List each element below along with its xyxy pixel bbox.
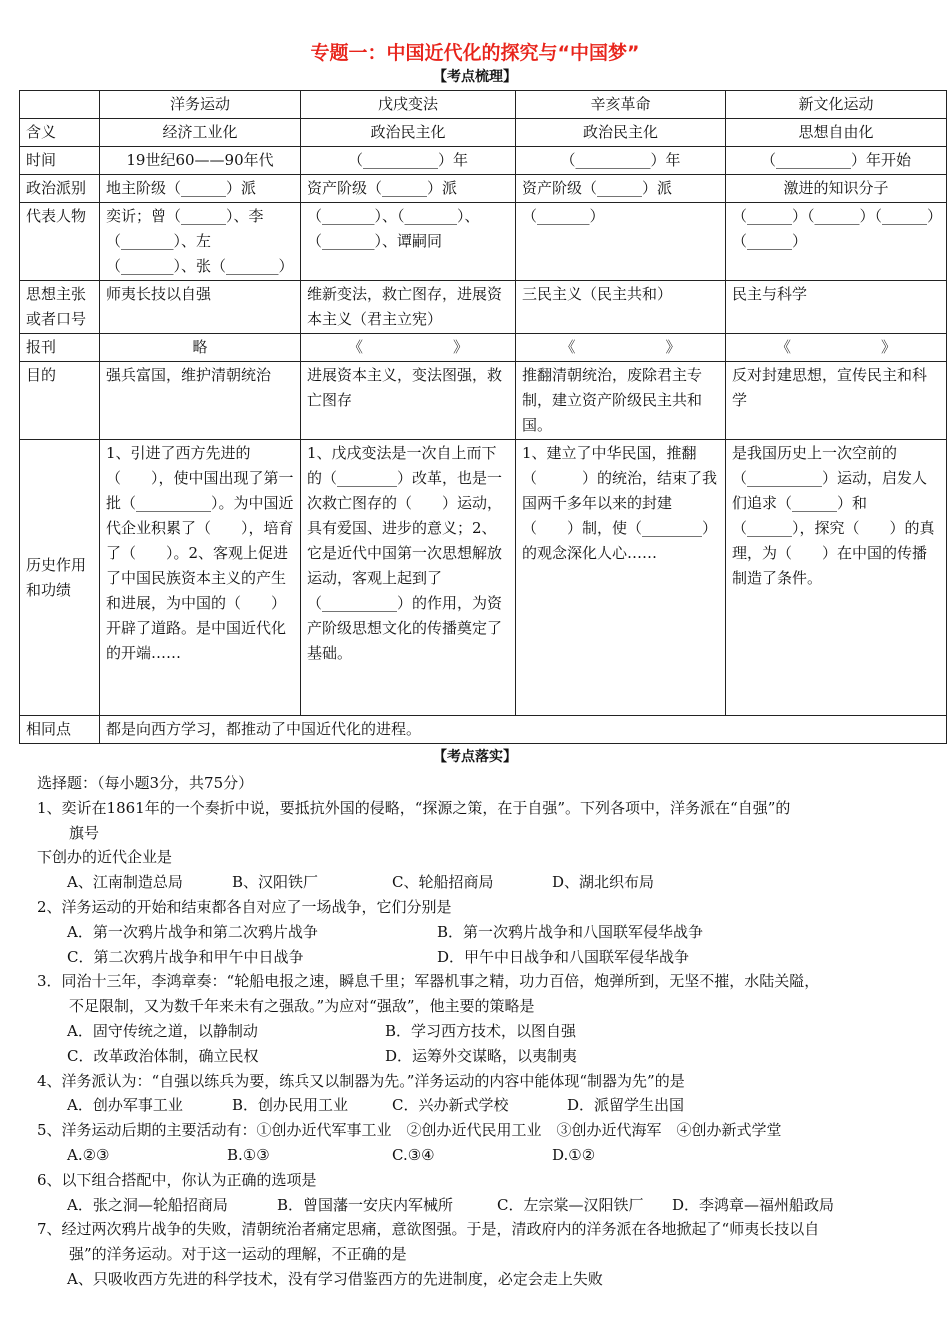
table-cell: 1、戊戌变法是一次自上而下的（________）改革，也是一次救亡图存的（ ）运动，具有爱国、进步的意义；2、它是近代中国第一次思想解放运动，客观上起到了（__________）的作用，为资产阶级思想文化的传播奠定了基础。 [301, 440, 516, 716]
header-xinwenhua: 新文化运动 [726, 91, 947, 119]
table-cell: （__________）年 [516, 147, 726, 175]
table-cell: 资产阶级（______）派 [516, 175, 726, 203]
table-cell: （_______）、（_______）、（_______）、谭嗣同 [301, 203, 516, 281]
option-row [37, 1044, 937, 1069]
row-label: 思想主张或者口号 [20, 281, 100, 334]
row-label: 时间 [20, 147, 100, 175]
option-a[interactable]: A．固守传统之道，以静制动 [67, 1021, 258, 1040]
table-cell: 1、引进了西方先进的（ ），使中国出现了第一批（__________）。为中国近代企业积累了（ ），培育了（ ）。2、客观上促进了中国民族资本主义的产生和进展，为中国的（ ）开辟了道路。是中国近代化的开端…… [100, 440, 301, 716]
table-cell: 是我国历史上一次空前的（__________）运动，启发人们追求（______）和（______），探究（ ）的真理，为（ ）在中国的传播制造了条件。 [726, 440, 947, 716]
table-cell: 政治民主化 [516, 119, 726, 147]
table-cell: 略 [100, 334, 301, 362]
option-row [37, 1143, 937, 1168]
row-label: 历史作用和功绩 [20, 440, 100, 716]
question-stem: 5、洋务运动后期的主要活动有：①创办近代军事工业 ②创办近代民用工业 ③创办近代海军 ④创办新式学堂 [37, 1121, 782, 1140]
table-cell: 政治民主化 [301, 119, 516, 147]
option-a[interactable]: A．张之洞—轮船招商局 [67, 1195, 228, 1214]
table-cell: 《 》 [301, 334, 516, 362]
table-cell: 都是向西方学习，都推动了中国近代化的进程。 [100, 716, 947, 744]
option-c[interactable]: C．第二次鸦片战争和甲午中日战争 [67, 947, 304, 966]
option-a[interactable]: A、江南制造总局 [67, 873, 183, 892]
question-stem: 1、奕䜣在1861年的一个奏折中说，要抵抗外国的侵略，“探源之策，在于自强”。下列各项中，洋务派在“自强”的 [37, 798, 791, 817]
table-cell: （__________）年开始 [726, 147, 947, 175]
option-d[interactable]: D、湖北织布局 [552, 873, 655, 892]
option-c[interactable]: C．左宗棠—汉阳铁厂 [497, 1195, 644, 1214]
table-cell: 经济工业化 [100, 119, 301, 147]
option-c[interactable]: C．改革政治体制，确立民权 [67, 1046, 259, 1065]
question-stem: 3．同治十三年，李鸿章奏：“轮船电报之速，瞬息千里；军器机事之精，功力百倍，炮弹所到，无坚不摧，水陆关隘， [37, 972, 820, 991]
table-cell: 《 》 [516, 334, 726, 362]
table-cell: （_______） [516, 203, 726, 281]
table-cell: 反对封建思想，宣传民主和科学 [726, 362, 947, 440]
header-wuxu: 戊戌变法 [301, 91, 516, 119]
option-d[interactable]: D．李鸿章—福州船政局 [672, 1195, 835, 1214]
header-yangwu: 洋务运动 [100, 91, 301, 119]
header-empty [20, 91, 100, 119]
row-label: 相同点 [20, 716, 100, 744]
option-b[interactable]: B．第一次鸦片战争和八国联军侵华战争 [437, 922, 704, 941]
table-cell: 《 》 [726, 334, 947, 362]
table-cell: 资产阶级（______）派 [301, 175, 516, 203]
page-title: 专题一：中国近代化的探究与“中国梦” [310, 42, 640, 64]
section-heading-review: 【考点梳理】 [433, 69, 517, 85]
table-cell: 三民主义（民主共和） [516, 281, 726, 334]
option-d[interactable]: D．派留学生出国 [567, 1096, 685, 1115]
row-label: 含义 [20, 119, 100, 147]
option-b[interactable]: B．创办民用工业 [232, 1096, 349, 1115]
table-cell: 强兵富国，维护清朝统治 [100, 362, 301, 440]
row-label: 目的 [20, 362, 100, 440]
question-stem: 旗号 [69, 823, 100, 842]
table-cell: 进展资本主义，变法图强，救亡图存 [301, 362, 516, 440]
table-cell: 维新变法，救亡图存，进展资本主义（君主立宪） [301, 281, 516, 334]
table-cell: 1、建立了中华民国，推翻（ ）的统治，结束了我国两千多年以来的封建（ ）制，使（________）的观念深化人心…… [516, 440, 726, 716]
option-c[interactable]: C.③④ [392, 1145, 435, 1164]
header-xinhai: 辛亥革命 [516, 91, 726, 119]
option-a[interactable]: A．创办军事工业 [67, 1096, 183, 1115]
question-list [37, 771, 937, 1292]
table-cell: 推翻清朝统治，废除君主专制，建立资产阶级民主共和国。 [516, 362, 726, 440]
instructions: 选择题：（每小题3分，共75分） [37, 774, 254, 792]
option-d[interactable]: D．甲午中日战争和八国联军侵华战争 [437, 947, 690, 966]
row-label: 报刊 [20, 334, 100, 362]
question-stem: 4、洋务派认为：“自强以练兵为要，练兵又以制器为先。”洋务运动的内容中能体现“制器为先”的是 [37, 1071, 685, 1090]
table-cell: 地主阶级（______）派 [100, 175, 301, 203]
row-label: 政治派别 [20, 175, 100, 203]
summary-table [19, 90, 947, 744]
option-a[interactable]: A、只吸收西方先进的科学技术，没有学习借鉴西方的先进制度，必定会走上失败 [67, 1269, 603, 1288]
option-row [37, 1019, 937, 1044]
option-b[interactable]: B.①③ [227, 1145, 270, 1164]
question-stem: 不足限制，又为数千年来未有之强敌。”为应对“强敌”，他主要的策略是 [69, 997, 535, 1016]
option-d[interactable]: D．运筹外交谋略，以夷制夷 [385, 1046, 578, 1065]
option-row [37, 870, 937, 895]
table-cell: （______）（______）（______）（______） [726, 203, 947, 281]
option-b[interactable]: B．学习西方技术，以图自强 [385, 1021, 577, 1040]
row-label: 代表人物 [20, 203, 100, 281]
option-b[interactable]: B．曾国藩一安庆内军械所 [277, 1195, 454, 1214]
option-row [37, 1093, 937, 1118]
option-c[interactable]: C．兴办新式学校 [392, 1096, 509, 1115]
table-cell: 思想自由化 [726, 119, 947, 147]
table-cell: （__________）年 [301, 147, 516, 175]
question-stem: 7、经过两次鸦片战争的失败，清朝统治者痛定思痛，意欲图强。于是，清政府内的洋务派在各地掀起了“师夷长技以自 [37, 1220, 820, 1239]
option-row [37, 1267, 937, 1292]
question-stem: 强”的洋务运动。对于这一运动的理解，不正确的是 [69, 1245, 407, 1264]
table-cell: 民主与科学 [726, 281, 947, 334]
option-row [37, 920, 937, 945]
option-d[interactable]: D.①② [552, 1145, 596, 1164]
section-heading-practice: 【考点落实】 [433, 749, 517, 765]
question-stem: 下创办的近代企业是 [37, 848, 173, 867]
option-c[interactable]: C、轮船招商局 [392, 873, 494, 892]
table-cell: 19世纪60——90年代 [100, 147, 301, 175]
table-cell: 激进的知识分子 [726, 175, 947, 203]
question-stem: 2、洋务运动的开始和结束都各自对应了一场战争，它们分别是 [37, 897, 452, 916]
option-row [37, 1193, 937, 1218]
table-cell: 师夷长技以自强 [100, 281, 301, 334]
question-stem: 6、以下组合搭配中，你认为正确的选项是 [37, 1170, 317, 1189]
table-cell: 奕䜣；曾（______）、李（_______）、左（_______）、张（_______） [100, 203, 301, 281]
option-a[interactable]: A.②③ [67, 1145, 110, 1164]
option-b[interactable]: B、汉阳铁厂 [232, 873, 319, 892]
option-a[interactable]: A．第一次鸦片战争和第二次鸦片战争 [67, 922, 318, 941]
option-row [37, 945, 937, 970]
